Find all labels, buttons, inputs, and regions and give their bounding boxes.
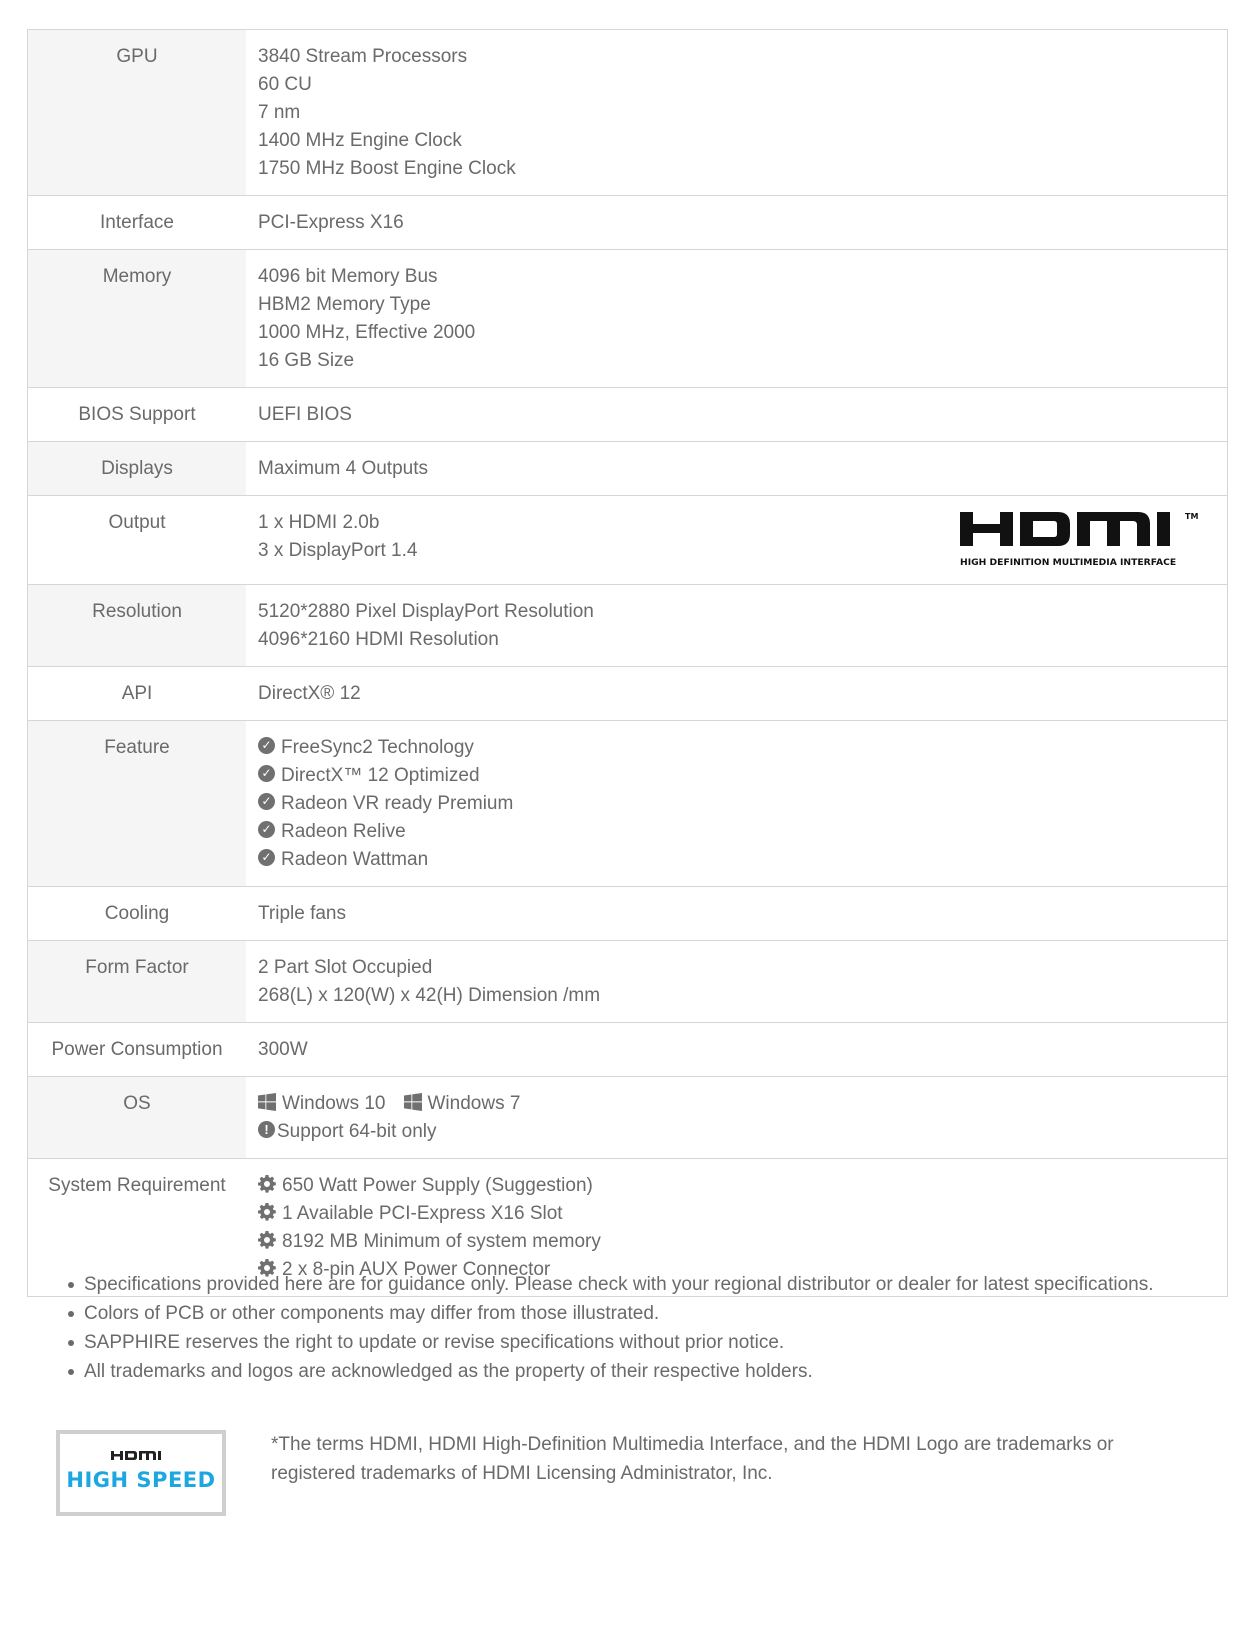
hdmi-small-logo bbox=[111, 1448, 171, 1464]
os-list bbox=[258, 1090, 1215, 1118]
spec-line: 16 GB Size bbox=[258, 350, 355, 371]
spec-row-output bbox=[28, 496, 1228, 585]
check-circle-icon: ✓ bbox=[258, 849, 275, 866]
windows-icon bbox=[258, 1093, 276, 1111]
spec-line: 2 Part Slot Occupied bbox=[258, 957, 433, 978]
spec-line: HBM2 Memory Type bbox=[258, 294, 431, 315]
spec-line: 1 x HDMI 2.0b bbox=[258, 512, 380, 533]
disclaimer-item: SAPPHIRE reserves the right to update or revise specifications without prior notice. bbox=[56, 1328, 1154, 1357]
check-circle-icon: ✓ bbox=[258, 821, 275, 838]
spec-line: 1400 MHz Engine Clock bbox=[258, 130, 462, 151]
spec-label: GPU bbox=[28, 30, 247, 196]
spec-row-os bbox=[28, 1077, 1228, 1159]
spec-row-resolution bbox=[28, 585, 1228, 667]
requirement-item: 8192 MB Minimum of system memory bbox=[258, 1228, 1215, 1256]
windows-icon bbox=[404, 1093, 422, 1111]
spec-value bbox=[246, 667, 1228, 721]
spec-line: Triple fans bbox=[258, 903, 346, 924]
requirement-item: 1 Available PCI-Express X16 Slot bbox=[258, 1200, 1215, 1228]
spec-line: 7 nm bbox=[258, 102, 301, 123]
os-windows-10: Windows 10 bbox=[282, 1093, 386, 1114]
os-note: ! Support 64-bit only bbox=[258, 1118, 1215, 1146]
spec-row-displays bbox=[28, 442, 1228, 496]
spec-label: Form Factor bbox=[28, 941, 247, 1023]
spec-line: 4096*2160 HDMI Resolution bbox=[258, 629, 499, 650]
spec-line: 1750 MHz Boost Engine Clock bbox=[258, 158, 516, 179]
spec-row-cooling bbox=[28, 887, 1228, 941]
spec-label: Displays bbox=[28, 442, 247, 496]
check-circle-icon: ✓ bbox=[258, 765, 275, 782]
spec-value bbox=[246, 388, 1228, 442]
feature-item: ✓ DirectX™ 12 Optimized bbox=[258, 762, 1215, 790]
svg-text:TM: TM bbox=[1185, 512, 1199, 521]
spec-label: Feature bbox=[28, 721, 247, 887]
trademark-note: *The terms HDMI, HDMI High-Definition Multimedia Interface, and the HDMI Logo are trademarks or registered trademarks of HDMI Licensing Administrator, Inc. bbox=[271, 1434, 1114, 1484]
requirement-item: 2 x 8-pin AUX Power Connector bbox=[258, 1256, 1215, 1284]
gear-icon bbox=[258, 1231, 276, 1249]
spec-row-feature bbox=[28, 721, 1228, 887]
spec-row-api bbox=[28, 667, 1228, 721]
spec-label: Memory bbox=[28, 250, 247, 388]
spec-line: 4096 bit Memory Bus bbox=[258, 266, 438, 287]
spec-line: UEFI BIOS bbox=[258, 404, 352, 425]
spec-row-gpu bbox=[28, 30, 1228, 196]
spec-label: BIOS Support bbox=[78, 404, 196, 425]
spec-value bbox=[246, 1023, 1228, 1077]
check-circle-icon: ✓ bbox=[258, 737, 275, 754]
disclaimer-item: All trademarks and logos are acknowledged as the property of their respective holders. bbox=[56, 1357, 1154, 1386]
disclaimer-list bbox=[56, 1270, 1154, 1386]
spec-label: Interface bbox=[100, 212, 174, 233]
spec-line: 3840 Stream Processors bbox=[258, 46, 468, 67]
requirement-item: 650 Watt Power Supply (Suggestion) bbox=[258, 1172, 1215, 1200]
spec-label: Power Consumption bbox=[51, 1039, 223, 1060]
hdmi-logo-subtitle: HIGH DEFINITION MULTIMEDIA INTERFACE bbox=[960, 557, 1177, 568]
spec-row-bios bbox=[28, 388, 1228, 442]
spec-value bbox=[246, 887, 1228, 941]
spec-line: PCI-Express X16 bbox=[258, 212, 404, 233]
spec-value bbox=[246, 721, 1228, 887]
spec-line: 268(L) x 120(W) x 42(H) Dimension /mm bbox=[258, 985, 601, 1006]
spec-line: 3 x DisplayPort 1.4 bbox=[258, 540, 418, 561]
spec-value bbox=[246, 30, 1228, 196]
os-windows-7: Windows 7 bbox=[427, 1093, 521, 1114]
feature-item: ✓ Radeon Wattman bbox=[258, 846, 1215, 874]
spec-label: OS bbox=[28, 1077, 247, 1159]
disclaimer-item: Specifications provided here are for guidance only. Please check with your regional distributor or dealer for latest specifications. bbox=[56, 1270, 1154, 1299]
spec-value bbox=[246, 496, 1228, 585]
spec-row-power bbox=[28, 1023, 1228, 1077]
spec-value bbox=[246, 196, 1228, 250]
disclaimer-item: Colors of PCB or other components may differ from those illustrated. bbox=[56, 1299, 1154, 1328]
spec-value bbox=[246, 941, 1228, 1023]
feature-item: ✓ FreeSync2 Technology bbox=[258, 734, 1215, 762]
gear-icon bbox=[258, 1203, 276, 1221]
feature-item: ✓ Radeon VR ready Premium bbox=[258, 790, 1215, 818]
spec-value bbox=[246, 442, 1228, 496]
spec-value bbox=[246, 585, 1228, 667]
check-circle-icon: ✓ bbox=[258, 793, 275, 810]
exclamation-circle-icon: ! bbox=[258, 1121, 275, 1138]
spec-value bbox=[246, 250, 1228, 388]
hdmi-logo bbox=[960, 508, 1205, 570]
spec-value bbox=[246, 1077, 1228, 1159]
high-speed-label: HIGH SPEED bbox=[66, 1468, 216, 1492]
spec-label: Resolution bbox=[28, 585, 247, 667]
spec-label: System Requirement bbox=[48, 1175, 226, 1196]
spec-label: Cooling bbox=[104, 903, 170, 924]
spec-line: 5120*2880 Pixel DisplayPort Resolution bbox=[258, 601, 594, 622]
spec-line: Maximum 4 Outputs bbox=[258, 458, 428, 479]
feature-item: ✓ Radeon Relive bbox=[258, 818, 1215, 846]
hdmi-high-speed-badge bbox=[56, 1430, 226, 1516]
spec-line: DirectX® 12 bbox=[258, 683, 361, 704]
spec-label: Output bbox=[108, 512, 166, 533]
spec-line: 60 CU bbox=[258, 74, 312, 95]
spec-table bbox=[27, 29, 1228, 1297]
spec-line: 1000 MHz, Effective 2000 bbox=[258, 322, 476, 343]
spec-row-interface bbox=[28, 196, 1228, 250]
spec-line: 300W bbox=[258, 1039, 308, 1060]
spec-row-memory bbox=[28, 250, 1228, 388]
gear-icon bbox=[258, 1175, 276, 1193]
spec-label: API bbox=[121, 683, 153, 704]
spec-row-form-factor bbox=[28, 941, 1228, 1023]
